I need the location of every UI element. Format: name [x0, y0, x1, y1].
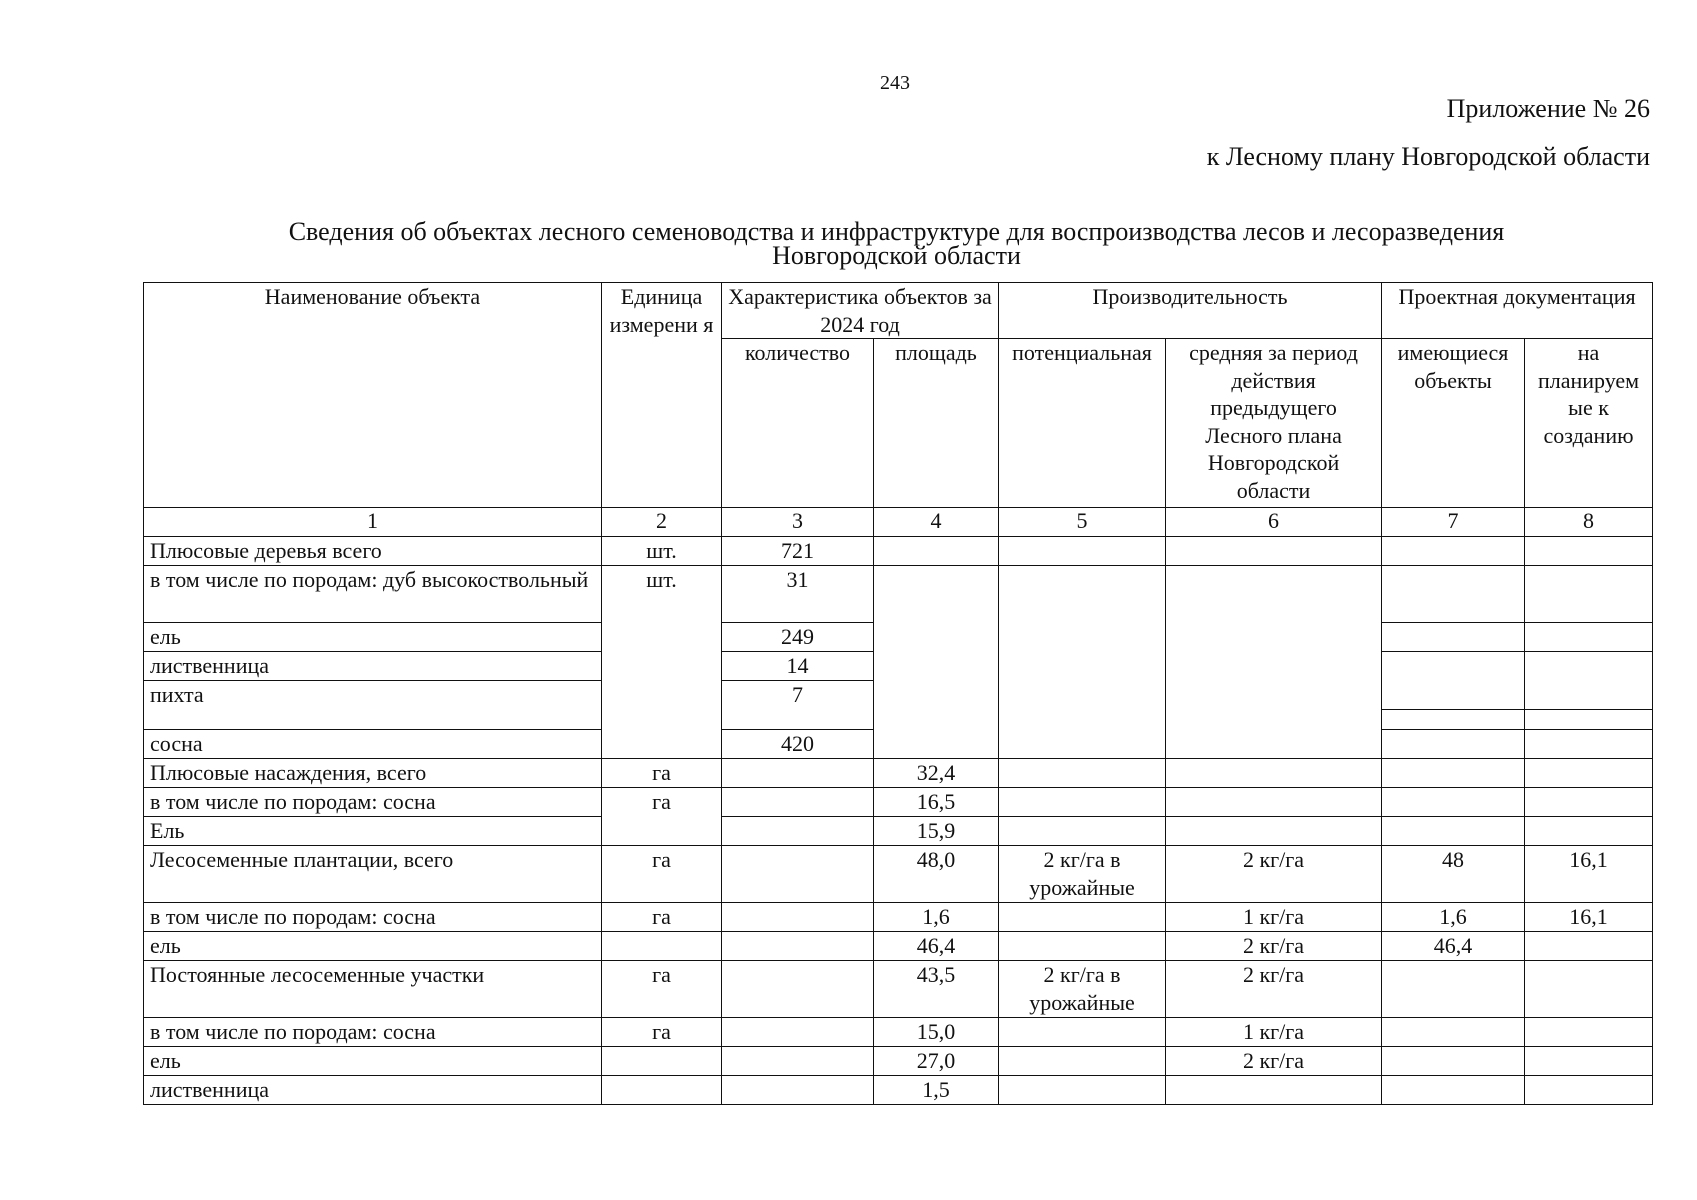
table-row [144, 932, 1653, 961]
table-row [144, 1076, 1653, 1105]
cell-average: 2 кг/га [1166, 846, 1382, 903]
header-area: площадь [874, 339, 999, 508]
cell-planned [1525, 932, 1653, 961]
cell-potential [999, 1018, 1166, 1047]
cell-unit: га [602, 961, 722, 1018]
cell-area: 48,0 [874, 846, 999, 903]
cell-planned: 16,1 [1525, 846, 1653, 903]
cell-average [1166, 566, 1382, 759]
cell-planned [1525, 566, 1653, 623]
cell-potential: 2 кг/га в урожайные [999, 961, 1166, 1018]
table-row [144, 846, 1653, 903]
cell-planned [1525, 709, 1653, 729]
annex-subtitle: к Лесному плану Новгородской области [1206, 142, 1650, 171]
cell-potential [999, 903, 1166, 932]
cell-planned [1525, 1018, 1653, 1047]
cell-quantity [722, 788, 874, 817]
seed-objects-table [143, 282, 1653, 1105]
cell-unit: га [602, 846, 722, 903]
cell-potential [999, 788, 1166, 817]
header-existing: имеющиеся объекты [1382, 339, 1525, 508]
table-row [144, 759, 1653, 788]
cell-name: в том числе по породам: дуб высокоствольный [144, 566, 602, 623]
cell-quantity [722, 903, 874, 932]
cell-average [1166, 788, 1382, 817]
cell-average [1166, 759, 1382, 788]
cell-potential [999, 759, 1166, 788]
cell-existing [1382, 1047, 1525, 1076]
cell-name: в том числе по породам: сосна [144, 1018, 602, 1047]
cell-average [1166, 537, 1382, 566]
table-row [144, 537, 1653, 566]
annex-number: Приложение № 26 [1446, 94, 1650, 123]
cell-area: 43,5 [874, 961, 999, 1018]
cell-quantity [722, 932, 874, 961]
document-title [143, 217, 1650, 270]
cell-quantity: 7 [722, 681, 874, 730]
cell-name: Плюсовые насаждения, всего [144, 759, 602, 788]
cell-average: 2 кг/га [1166, 932, 1382, 961]
cell-planned [1525, 1076, 1653, 1105]
cell-area: 15,0 [874, 1018, 999, 1047]
table-row [144, 961, 1653, 1018]
cell-existing [1382, 566, 1525, 623]
cell-name: лиственница [144, 652, 602, 681]
table-row [144, 1047, 1653, 1076]
cell-existing [1382, 709, 1525, 729]
cell-planned [1525, 1047, 1653, 1076]
cell-existing [1382, 759, 1525, 788]
cell-quantity [722, 817, 874, 846]
cell-quantity: 31 [722, 566, 874, 623]
cell-area: 16,5 [874, 788, 999, 817]
header-average: средняя за период действия предыдущего Лесного плана Новгородской области [1166, 339, 1382, 508]
cell-quantity: 721 [722, 537, 874, 566]
cell-unit: шт. [602, 537, 722, 566]
cell-existing: 1,6 [1382, 903, 1525, 932]
document-title-line-2: Новгородской области [772, 241, 1021, 270]
cell-average [1166, 1076, 1382, 1105]
table-row [144, 788, 1653, 817]
cell-unit [602, 1076, 722, 1105]
cell-area [874, 537, 999, 566]
cell-area: 15,9 [874, 817, 999, 846]
header-unit: Единица измерени я [602, 283, 722, 508]
cell-existing [1382, 730, 1525, 759]
document-title-line-1: Сведения об объектах лесного семеноводства и инфраструктуре для воспроизводства лесов и лесоразведения [288, 217, 1505, 246]
cell-existing: 46,4 [1382, 932, 1525, 961]
cell-name: Лесосеменные плантации, всего [144, 846, 602, 903]
header-name: Наименование объекта [144, 283, 602, 508]
cell-unit: шт. [602, 566, 722, 759]
cell-unit: га [602, 1018, 722, 1047]
cell-name: в том числе по породам: сосна [144, 788, 602, 817]
cell-planned [1525, 759, 1653, 788]
cell-existing [1382, 537, 1525, 566]
cell-average: 1 кг/га [1166, 903, 1382, 932]
cell-average: 2 кг/га [1166, 961, 1382, 1018]
cell-potential [999, 932, 1166, 961]
column-number: 1 [144, 508, 602, 537]
cell-existing [1382, 1018, 1525, 1047]
cell-name: пихта [144, 681, 602, 730]
cell-area: 46,4 [874, 932, 999, 961]
cell-planned [1525, 730, 1653, 759]
table-row [144, 903, 1653, 932]
cell-quantity [722, 1018, 874, 1047]
cell-planned [1525, 652, 1653, 710]
cell-potential [999, 1076, 1166, 1105]
cell-area: 1,6 [874, 903, 999, 932]
cell-quantity [722, 846, 874, 903]
cell-quantity: 420 [722, 730, 874, 759]
cell-potential: 2 кг/га в урожайные [999, 846, 1166, 903]
table-row [144, 817, 1653, 846]
header-potential: потенциальная [999, 339, 1166, 508]
cell-average: 1 кг/га [1166, 1018, 1382, 1047]
cell-potential [999, 537, 1166, 566]
cell-unit [602, 932, 722, 961]
column-number: 8 [1525, 508, 1653, 537]
cell-name: Ель [144, 817, 602, 846]
cell-planned [1525, 817, 1653, 846]
cell-quantity [722, 759, 874, 788]
cell-planned: 16,1 [1525, 903, 1653, 932]
cell-potential [999, 817, 1166, 846]
cell-potential [999, 1047, 1166, 1076]
cell-unit [602, 1047, 722, 1076]
cell-unit: га [602, 759, 722, 788]
cell-planned [1525, 537, 1653, 566]
cell-name: в том числе по породам: сосна [144, 903, 602, 932]
cell-area: 27,0 [874, 1047, 999, 1076]
cell-name: лиственница [144, 1076, 602, 1105]
cell-planned [1525, 961, 1653, 1018]
cell-existing [1382, 788, 1525, 817]
cell-quantity: 14 [722, 652, 874, 681]
column-number: 5 [999, 508, 1166, 537]
header-project-docs: Проектная документация [1382, 283, 1653, 339]
table-header-row [144, 283, 1653, 339]
column-number-row [144, 508, 1653, 537]
cell-existing [1382, 1076, 1525, 1105]
table-row [144, 1018, 1653, 1047]
cell-existing [1382, 817, 1525, 846]
cell-planned [1525, 623, 1653, 652]
cell-unit: га [602, 903, 722, 932]
page-number: 243 [880, 72, 910, 94]
cell-unit: га [602, 788, 722, 846]
column-number: 4 [874, 508, 999, 537]
cell-existing: 48 [1382, 846, 1525, 903]
cell-quantity [722, 1076, 874, 1105]
column-number: 6 [1166, 508, 1382, 537]
cell-planned [1525, 788, 1653, 817]
cell-quantity: 249 [722, 623, 874, 652]
cell-name: Постоянные лесосеменные участки [144, 961, 602, 1018]
cell-existing [1382, 652, 1525, 710]
cell-average [1166, 817, 1382, 846]
cell-quantity [722, 961, 874, 1018]
header-characteristics: Характеристика объектов за 2024 год [722, 283, 999, 339]
column-number: 7 [1382, 508, 1525, 537]
cell-potential [999, 566, 1166, 759]
cell-area: 32,4 [874, 759, 999, 788]
cell-quantity [722, 1047, 874, 1076]
header-quantity: количество [722, 339, 874, 508]
table-row [144, 566, 1653, 623]
cell-area: 1,5 [874, 1076, 999, 1105]
cell-name: ель [144, 932, 602, 961]
column-number: 3 [722, 508, 874, 537]
header-productivity: Производительность [999, 283, 1382, 339]
cell-existing [1382, 961, 1525, 1018]
cell-average: 2 кг/га [1166, 1047, 1382, 1076]
cell-name: Плюсовые деревья всего [144, 537, 602, 566]
header-planned: на планируем ые к созданию [1525, 339, 1653, 508]
cell-name: ель [144, 1047, 602, 1076]
cell-area [874, 566, 999, 759]
column-number: 2 [602, 508, 722, 537]
cell-name: сосна [144, 730, 602, 759]
cell-existing [1382, 623, 1525, 652]
cell-name: ель [144, 623, 602, 652]
